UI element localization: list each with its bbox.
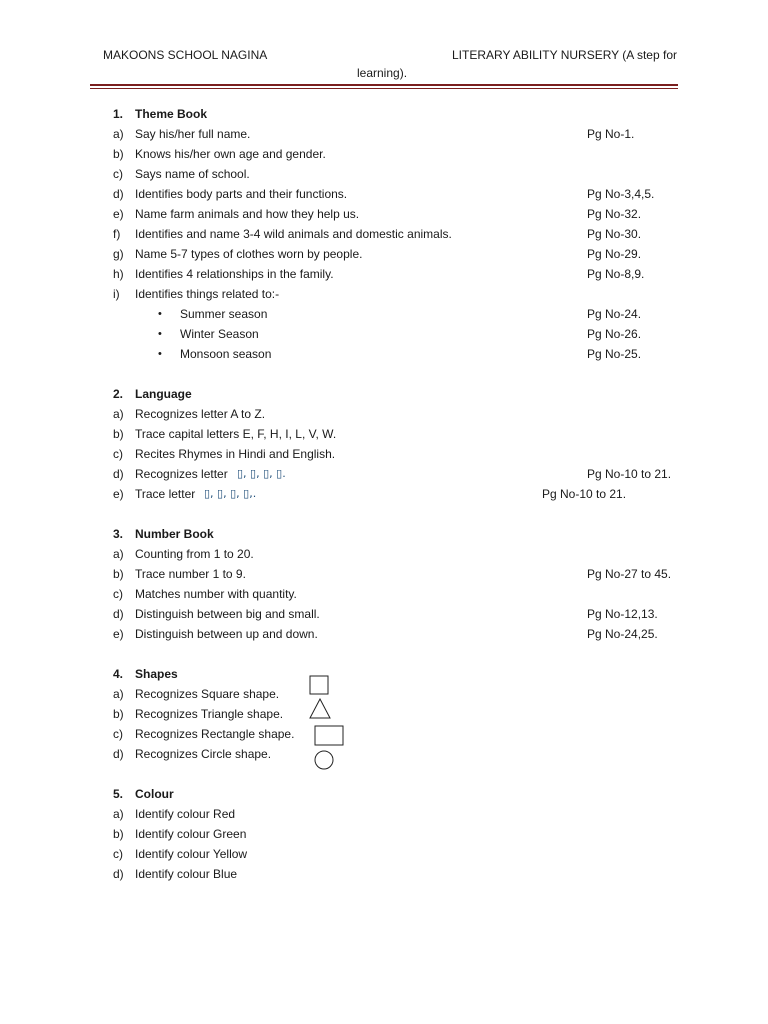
square-shape-icon: [309, 675, 331, 697]
header-rule-thin: [90, 88, 678, 89]
page-reference: Pg No-3,4,5.: [587, 187, 655, 201]
header-rule-thick: [90, 84, 678, 86]
page-reference: Pg No-29.: [587, 247, 642, 261]
page-reference: Pg No-30.: [587, 227, 642, 241]
school-name: MAKOONS SCHOOL NAGINA: [103, 48, 268, 62]
page-reference: Pg No-12,13.: [587, 607, 658, 621]
page-reference: Pg No-24,25.: [587, 627, 658, 641]
triangle-shape-icon: [309, 698, 333, 720]
page-reference: Pg No-1.: [587, 127, 635, 141]
missing-glyph-letters: ▯, ▯, ▯, ▯.: [237, 467, 286, 480]
page-reference: Pg No-24.: [587, 307, 642, 321]
page-reference: Pg No-10 to 21.: [587, 467, 672, 481]
document-title: LITERARY ABILITY NURSERY (A step for: [452, 48, 677, 62]
page-reference: Pg No-27 to 45.: [587, 567, 672, 581]
document-title-continued: learning).: [357, 66, 408, 80]
bullet-icon: •: [158, 328, 162, 340]
page-reference: Pg No-8,9.: [587, 267, 645, 281]
missing-glyph-letters: ▯, ▯, ▯, ▯,.: [204, 487, 257, 500]
page-reference: Pg No-32.: [587, 207, 642, 221]
rectangle-shape-icon: [314, 725, 346, 747]
circle-shape-icon: [314, 750, 336, 772]
bullet-icon: •: [158, 308, 162, 320]
page-reference: Pg No-25.: [587, 347, 642, 361]
page-reference: Pg No-26.: [587, 327, 642, 341]
page-reference: Pg No-10 to 21.: [542, 487, 627, 501]
bullet-icon: •: [158, 348, 162, 360]
